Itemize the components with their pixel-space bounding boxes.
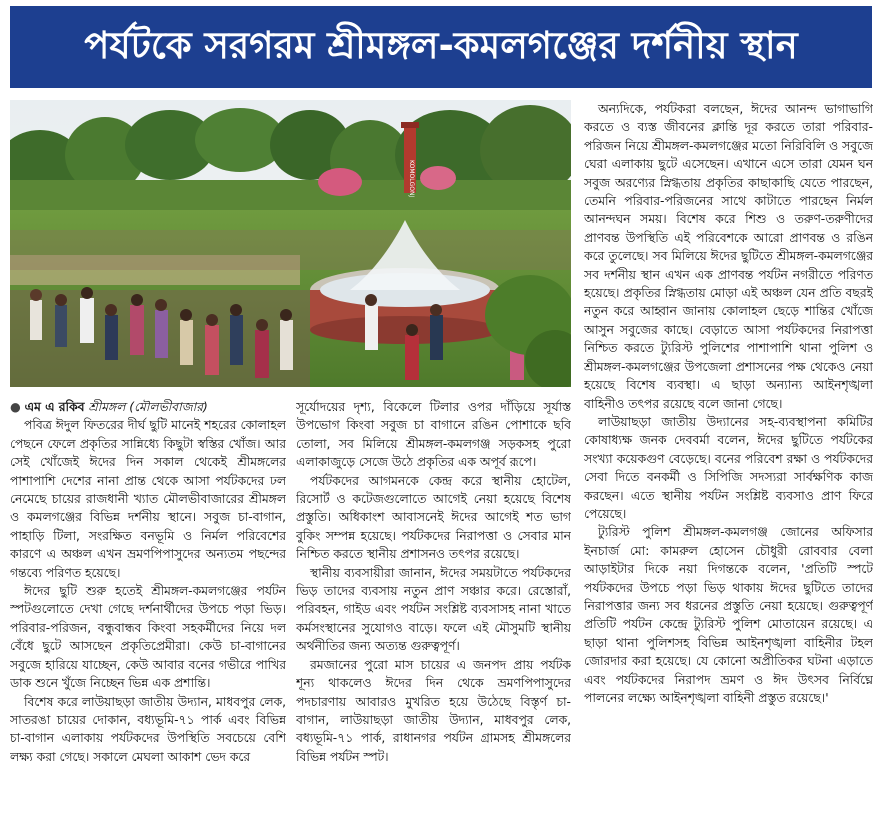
- paragraph: স্থানীয় ব্যবসায়ীরা জানান, ঈদের সময়টাতে পর্যটকদের ভিড় তাদের ব্যবসায় নতুন প্রাণ সঞ্চার করে। রেস্তোরাঁ, পরিবহন, গাইড এবং পর্যটন সংশ্লিষ্ট ব্যবসাসহ নানা খাতে কর্মসংস্থানের সুযোগও বাড়ে। ফলে এই মৌসুমটি স্থানীয় অর্থনীতির জন্য অত্যন্ত গুরুত্বপূর্ণ।: [296, 565, 571, 654]
- article-column-3: [584, 100, 873, 836]
- paragraph: পবিত্র ঈদুল ফিতরের দীর্ঘ ছুটি মানেই শহরের কোলাহল পেছনে ফেলে প্রকৃতির সান্নিধ্যে কিছুটা স্বস্তির খোঁজ। আর সেই খোঁজেই ঈদের দিন সকাল থেকেই শ্রীমঙ্গলের পাশাপাশি দেশের নানা প্রান্ত থেকে আসা পর্যটকদের ঢল নেমেছে চায়ের রাজধানী খ্যাত মৌলভীবাজারের শ্রীমঙ্গল ও কমলগঞ্জের বিভিন্ন দর্শনীয় স্থানে। সবুজ চা-বাগান, পাহাড়ি টিলা, সংরক্ষিত বনভূমি ও নির্মল পরিবেশের কারণে এ অঞ্চল এখন ভ্রমণপিপাসুদের অন্যতম পছন্দের গন্তব্যে পরিণত হয়েছে।: [10, 418, 286, 580]
- paragraph: বিশেষ করে লাউয়াছড়া জাতীয় উদ্যান, মাধবপুর লেক, সাতরঙা চায়ের দোকান, বধ্যভূমি-৭১ পার্ক এবং বিভিন্ন চা-বাগান এলাকায় পর্যটকদের উপস্থিতি সবচেয়ে বেশি লক্ষ্য করা গেছে। সকালে মেঘলা আকাশ ভেদ করে: [10, 694, 286, 764]
- article-column-1: [10, 398, 286, 836]
- byline: [10, 398, 286, 416]
- tower-label: KOMOLGONJ: [408, 160, 415, 198]
- byline-author: এম এ রকিব: [24, 400, 85, 414]
- photo-illustration: [10, 100, 571, 387]
- paragraph: অন্যদিকে, পর্যটকরা বলছেন, ঈদের আনন্দ ভাগাভাগি করতে ও ব্যস্ত জীবনের ক্লান্তি দূর করতে তারা পরিবার-পরিজন নিয়ে শ্রীমঙ্গল-কমলগঞ্জের মতো নিরিবিলি ও সবুজে ঘেরা এলাকায় ছুটে এসেছেন। এখানে এসে তারা যেমন ঘন সবুজ অরণ্যের স্নিগ্ধতায় প্রকৃতির কাছাকাছি যেতে পারছেন, তেমনি পরিবার-পরিজনের সাথে কাটাতে পারছেন নির্মল আনন্দঘন সময়। বিশেষ করে শিশু ও তরুণ-তরুণীদের প্রাণবন্ত উপস্থিতি এই পরিবেশকে আরো প্রাণবন্ত ও রঙিন করে তুলেছে। সব মিলিয়ে ঈদের ছুটিতে শ্রীমঙ্গল-কমলগঞ্জের সব দর্শনীয় স্থান এখন এক প্রাণবন্ত পর্যটন নগরীতে পরিণত হয়েছে। প্রকৃতির স্নিগ্ধতায় মোড়া এই অঞ্চল যেন প্রতি বছরই নতুন করে আহ্বান জানায় কোলাহল ছেড়ে শান্তির খোঁজে আসুন সবুজের কাছে। বেড়াতে আসা পর্যটকদের নিরাপত্তা নিশ্চিত করতে ট্যুরিস্ট পুলিশের পাশাপাশি থানা পুলিশ ও শ্রীমঙ্গল-কমলগঞ্জের উপজেলা প্রশাসনের পক্ষ থেকেও নেয়া হয়েছে বিশেষ ব্যবস্থা। এ ছাড়া অন্যান্য আইনশৃঙ্খলা বাহিনীও তৎপর রয়েছে বলে জানা গেছে।: [584, 102, 873, 411]
- article-column-2: [296, 398, 571, 836]
- byline-location: শ্রীমঙ্গল (মৌলভীবাজার): [88, 400, 208, 414]
- paragraph: সূর্যোদয়ের দৃশ্য, বিকেলে টিলার ওপর দাঁড়িয়ে সূর্যাস্ত উপভোগ কিংবা সবুজ চা বাগানে রঙিন পোশাকে ছবি তোলা, সব মিলিয়ে শ্রীমঙ্গল-কমলগঞ্জ সড়কসহ পুরো এলাকাজুড়ে সেজে উঠে প্রকৃতির এক অপূর্ব রূপে।: [296, 400, 571, 470]
- tree-line: [10, 105, 571, 220]
- headline-banner: [10, 6, 872, 88]
- paragraph: ঈদের ছুটি শুরু হতেই শ্রীমঙ্গল-কমলগঞ্জের পর্যটন স্পটগুলোতে দেখা গেছে দর্শনার্থীদের উপচে পড়া ভিড়। পরিবার-পরিজন, বন্ধুবান্ধব কিংবা সহকর্মীদের নিয়ে দল বেঁধে ছুটে আসছেন প্রকৃতিপ্রেমীরা। কেউ চা-বাগানের সবুজে হারিয়ে যাচ্ছেন, কেউ আবার বনের গভীরে পাখির ডাক শুনে খুঁজে নিচ্ছেন ভিন্ন এক প্রশান্তি।: [10, 584, 286, 691]
- paragraph: লাউয়াছড়া জাতীয় উদ্যানের সহ-ব্যবস্থাপনা কমিটির কোষাধ্যক্ষ জনক দেববর্মা বলেন, ঈদের ছুটিতে পর্যটকের সংখ্যা কয়েকগুণ বেড়েছে। বনের পরিবেশ রক্ষা ও পর্যটকদের সেবা দিতে বনকর্মী ও সিপিজি সদস্যরা সার্বক্ষণিক কাজ করছেন। এতে স্থানীয় পর্যটন সংশ্লিষ্ট ব্যবসাও প্রাণ ফিরে পেয়েছে।: [584, 414, 873, 521]
- paragraph: রমজানের পুরো মাস চায়ের এ জনপদ প্রায় পর্যটক শূন্য থাকলেও ঈদের দিন থেকে ভ্রমণপিপাসুদের পদচারণায় আবারও মুখরিত হয়ে উঠেছে বিস্তৃর্ণ চা-বাগান, লাউয়াছড়া জাতীয় উদ্যান, মাধবপুর লেক, বধ্যভূমি-৭১ পার্ক, রাধানগর পর্যটন গ্রামসহ শ্রীমঙ্গলের বিভিন্ন পর্যটন স্পট।: [296, 657, 571, 764]
- byline-bullet: ●: [10, 400, 21, 414]
- news-photo: [10, 100, 571, 387]
- headline: পর্যটকে সরগরম শ্রীমঙ্গল-কমলগঞ্জের দর্শনীয় স্থান: [84, 23, 798, 67]
- paragraph: পর্যটকদের আগমনকে কেন্দ্র করে স্থানীয় হোটেল, রিসোর্ট ও কটেজগুলোতে আগেই নেয়া হয়েছে বিশেষ প্রস্তুতি। অধিকাংশ আবাসনেই ঈদের আগেই শত ভাগ বুকিং সম্পন্ন হয়েছে। পর্যটকদের নিরাপত্তা ও সেবার মান নিশ্চিত করতে স্থানীয় প্রশাসনও তৎপর রয়েছে।: [296, 473, 571, 562]
- paragraph: ট্যুরিস্ট পুলিশ শ্রীমঙ্গল-কমলগঞ্জ জোনের অফিসার ইনচার্জ মো: কামরুল হোসেন চৌধুরী রোববার বেলা আড়াইটার দিকে নয়া দিগন্তকে বলেন, 'প্রতিটি স্পটে পর্যটকদের উপচে পড়া ভিড় থাকায় ঈদের ছুটিতে তাদের নিরাপত্তার জন্য সব ধরনের প্রস্তুতি নেয়া হয়েছে। গুরুত্বপূর্ণ প্রতিটি পর্যটন কেন্দ্রে ট্যুরিস্ট পুলিশ মোতায়েন রয়েছে। এ ছাড়া থানা পুলিশসহ বিভিন্ন আইনশৃঙ্খলা বাহিনীর টহল জোরদার করা হয়েছে। যে কোনো অপ্রীতিকর ঘটনা এড়াতে এবং পর্যটকদের নিরাপদ ভ্রমণ ও ঈদ উৎসব নির্বিঘ্নে পালনের লক্ষ্যে আইনশৃঙ্খলা বাহিনী প্রস্তুত রয়েছে।': [584, 525, 873, 705]
